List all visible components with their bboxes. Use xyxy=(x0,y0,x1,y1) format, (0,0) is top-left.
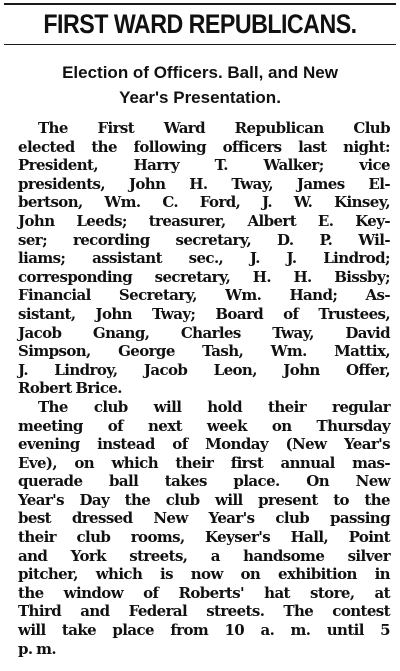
article-line: and York streets, a handsome silver xyxy=(18,546,390,565)
article-line: pitcher, which is now on exhibition in xyxy=(18,565,390,584)
article-line: Jacob Gnang, Charles Tway, David xyxy=(18,323,390,342)
article-line: corresponding secretary, H. H. Bissby; xyxy=(18,267,390,286)
article-line: bertson, Wm. C. Ford, J. W. Kinsey, xyxy=(18,193,390,212)
article-line: J. Lindroy, Jacob Leon, John Offer, xyxy=(18,360,390,379)
article-line: their club rooms, Keyser's Hall, Point xyxy=(18,528,390,547)
article-line: best dressed New Year's club passing xyxy=(18,509,390,528)
article-line: The club will hold their regular xyxy=(38,397,390,416)
article-line: presidents, John H. Tway, James El- xyxy=(18,174,390,193)
article-line: John Leeds; treasurer, Albert E. Key- xyxy=(18,211,390,230)
article-line: Simpson, George Tash, Wm. Mattix, xyxy=(18,342,390,361)
article-line: ser; recording secretary, D. P. Wil- xyxy=(18,230,390,249)
article-line: the window of Roberts' hat store, at xyxy=(18,583,390,602)
headline-rule xyxy=(4,44,396,45)
subheadline-line: Election of Officers. Ball, and New xyxy=(62,63,338,82)
article-paragraph xyxy=(18,398,390,658)
top-rule xyxy=(4,3,396,5)
article-line: sistant, John Tway; Board of Trustees, xyxy=(18,304,390,323)
article-line: meeting of next week on Thursday xyxy=(18,416,390,435)
article-line: evening instead of Monday (New Year's xyxy=(18,435,390,454)
article-line: Financial Secretary, Wm. Hand; As- xyxy=(18,286,390,305)
article-line: will take place from 10 a. m. until 5 xyxy=(18,621,390,640)
subheadline xyxy=(4,60,396,110)
article-line: Eve), on which their first annual mas- xyxy=(18,453,390,472)
article-line: Robert Brice. xyxy=(18,379,122,398)
subheadline-line: Year's Presentation. xyxy=(119,88,281,107)
headline: FIRST WARD REPUBLICANS. xyxy=(43,9,357,39)
newspaper-clipping xyxy=(4,0,396,671)
article-body xyxy=(18,119,390,658)
article-line: elected the following officers last night: xyxy=(18,137,390,156)
article-line: querade ball takes place. On New xyxy=(18,472,390,491)
article-line: p. m. xyxy=(18,639,57,658)
article-line: Third and Federal streets. The contest xyxy=(18,602,390,621)
article-line: President, Harry T. Walker; vice xyxy=(18,156,390,175)
article-line: liams; assistant sec., J. J. Lindrod; xyxy=(18,249,390,268)
article-paragraph xyxy=(18,119,390,398)
article-line: Year's Day the club will present to the xyxy=(18,490,390,509)
article-line: The First Ward Republican Club xyxy=(38,119,390,137)
